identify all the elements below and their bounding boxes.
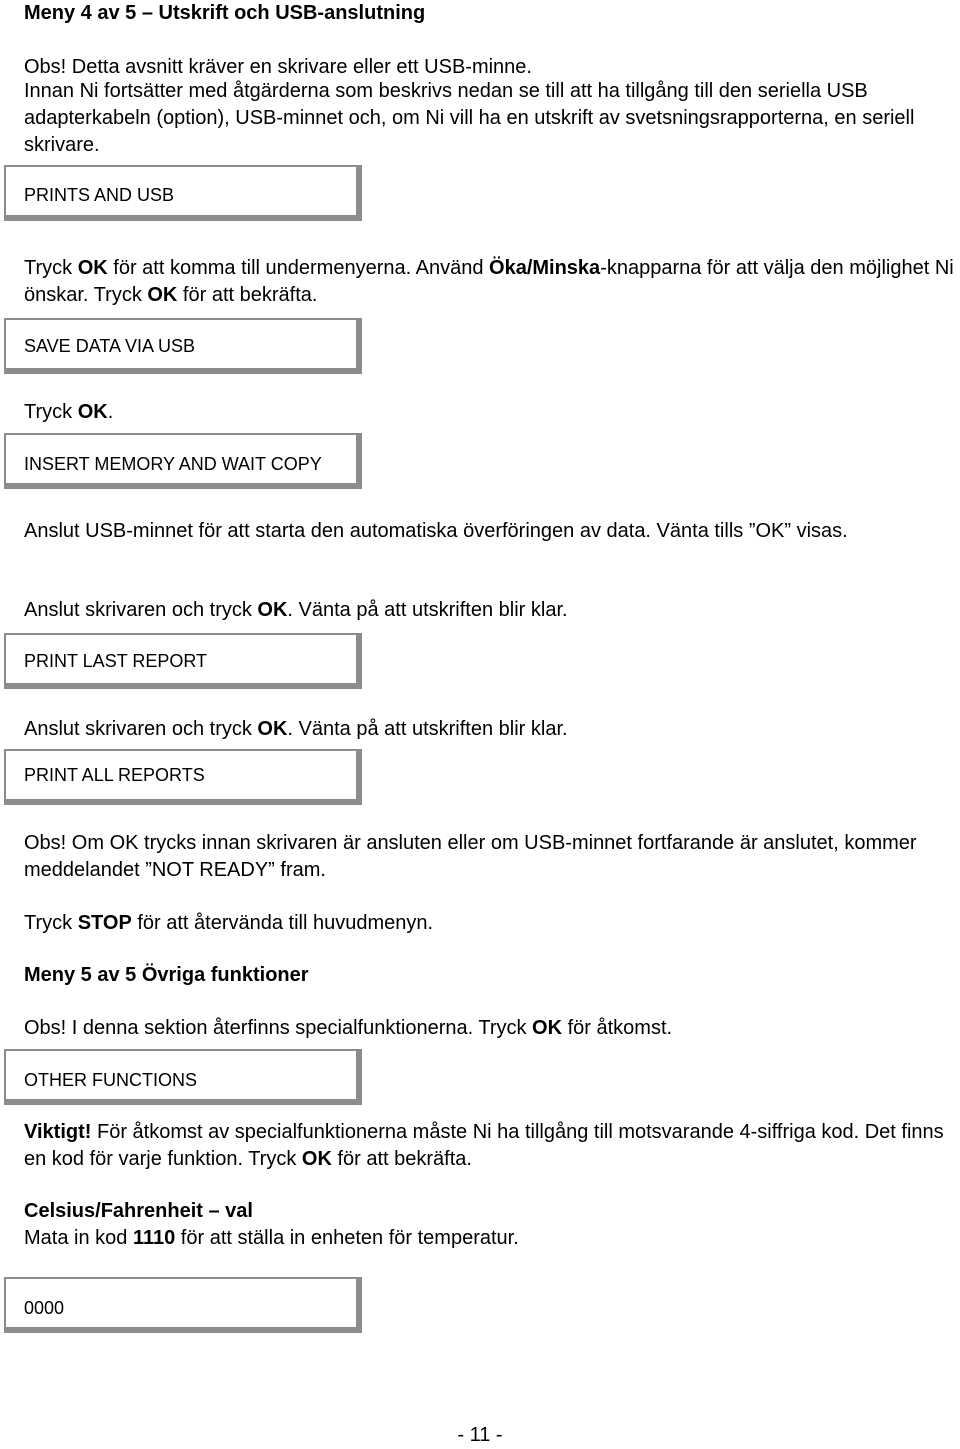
ok-key-label: OK bbox=[257, 599, 288, 621]
display-other-functions bbox=[4, 1049, 362, 1105]
display-print-last-report bbox=[4, 633, 362, 689]
stop-key-label: STOP bbox=[77, 912, 132, 934]
display-text: OTHER FUNCTIONS bbox=[24, 1070, 197, 1090]
note-text: Detta avsnitt kräver en skrivare eller ett USB-minne. bbox=[66, 56, 532, 78]
menu4-intro: Innan Ni fortsätter med åtgärderna som beskrivs nedan se till att ha tillgång till den seriella USB adapterkabeln (option), USB-minnet och, om Ni vill ha en utskrift av svetsningsrapporterna, en seriell skrivare. bbox=[24, 80, 915, 156]
important-note: Viktigt! För åtkomst av specialfunktionerna måste Ni ha tillgång till motsvarande 4-siffriga kod. Det finns en kod för varje funktion. Tryck OK för att bekräfta. bbox=[24, 1121, 944, 1170]
display-print-all-reports bbox=[4, 749, 362, 805]
ok-key-label: OK bbox=[532, 1017, 563, 1039]
display-text: PRINTS AND USB bbox=[24, 185, 175, 205]
step-press-ok: Tryck OK. bbox=[24, 401, 114, 423]
celsius-fahrenheit-text: Mata in kod 1110 för att ställa in enheten för temperatur. bbox=[24, 1227, 519, 1249]
display-code-entry bbox=[4, 1277, 362, 1333]
important-label: Viktigt! bbox=[24, 1121, 92, 1143]
not-ready-warning: Obs! Om OK trycks innan skrivaren är ansluten eller om USB-minnet fortfarande är anslutet, kommer meddelandet ”NOT READY” fram. bbox=[24, 832, 917, 881]
display-text: PRINT LAST REPORT bbox=[24, 651, 208, 671]
display-text: SAVE DATA VIA USB bbox=[24, 336, 196, 356]
step-press-stop: Tryck STOP för att återvända till huvudmenyn. bbox=[24, 912, 434, 934]
display-text: PRINT ALL REPORTS bbox=[24, 765, 205, 785]
step-select-submenu: Tryck OK för att komma till undermenyerna. Använd Öka/Minska-knapparna för att välja den möjlighet Ni önskar. Tryck OK för att bekräfta. bbox=[24, 257, 954, 306]
menu5-heading: Meny 5 av 5 Övriga funktioner bbox=[24, 964, 309, 986]
code-value: 1110 bbox=[132, 1227, 176, 1249]
ok-key-label: OK bbox=[77, 401, 108, 423]
celsius-fahrenheit-heading: Celsius/Fahrenheit – val bbox=[24, 1200, 253, 1222]
ok-key-label: OK bbox=[77, 257, 108, 279]
display-save-data-via-usb bbox=[4, 318, 362, 374]
display-text: 0000 bbox=[24, 1298, 65, 1318]
display-insert-memory bbox=[4, 433, 362, 489]
step-print-last: Anslut skrivaren och tryck OK. Vänta på att utskriften blir klar. bbox=[24, 718, 568, 740]
step-connect-printer: Anslut skrivaren och tryck OK. Vänta på att utskriften blir klar. bbox=[24, 599, 568, 621]
page-number: - 11 - bbox=[457, 1424, 503, 1446]
menu5-note: Obs! I denna sektion återfinns specialfunktionerna. Tryck OK för åtkomst. bbox=[24, 1017, 673, 1039]
up-down-keys-label: Öka/Minska bbox=[489, 257, 601, 279]
ok-key-label: OK bbox=[257, 718, 288, 740]
ok-key-label: OK bbox=[301, 1148, 332, 1170]
display-prints-and-usb bbox=[4, 165, 362, 221]
step-connect-usb: Anslut USB-minnet för att starta den automatiska överföringen av data. Vänta tills ”OK” visas. bbox=[24, 520, 848, 542]
menu4-note bbox=[24, 54, 960, 81]
display-text: INSERT MEMORY AND WAIT COPY bbox=[24, 454, 322, 474]
note-label: Obs! bbox=[24, 56, 67, 78]
menu4-heading: Meny 4 av 5 – Utskrift och USB-anslutning bbox=[24, 2, 426, 24]
ok-key-label: OK bbox=[147, 284, 178, 306]
